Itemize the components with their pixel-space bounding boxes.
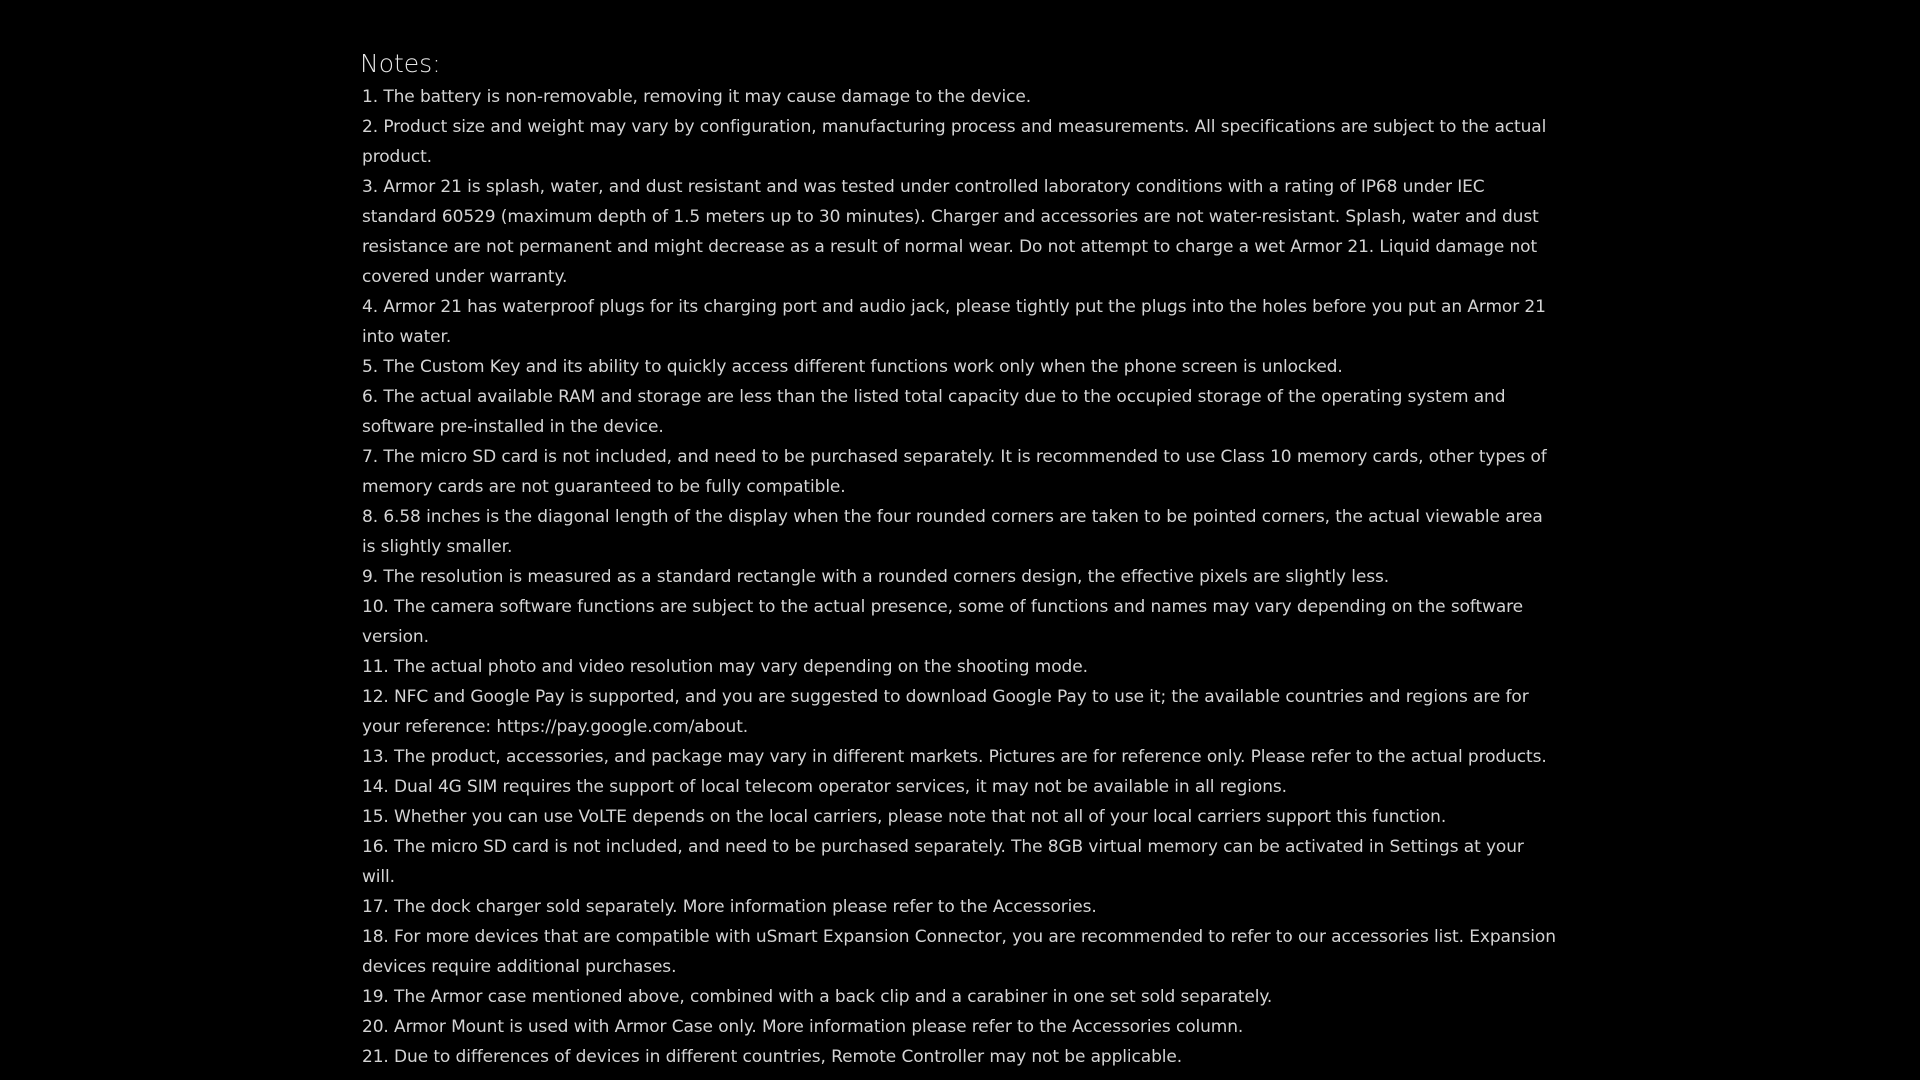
note-item-2: 2. Product size and weight may vary by configuration, manufacturing process and measurements. All specifications are subject to the actual product.	[362, 117, 1547, 167]
notes-title: Notes:	[360, 49, 441, 78]
note-item-17: 17. The dock charger sold separately. More information please refer to the Accessories.	[362, 897, 1097, 917]
note-item-5: 5. The Custom Key and its ability to quickly access different functions work only when the phone screen is unlocked.	[362, 357, 1343, 377]
note-item-1: 1. The battery is non-removable, removing it may cause damage to the device.	[362, 87, 1031, 107]
note-item-6: 6. The actual available RAM and storage are less than the listed total capacity due to the occupied storage of the operating system and software pre-installed in the device.	[362, 387, 1506, 437]
note-item-8: 8. 6.58 inches is the diagonal length of the display when the four rounded corners are taken to be pointed corners, the actual viewable area is slightly smaller.	[362, 507, 1543, 557]
note-item-3: 3. Armor 21 is splash, water, and dust resistant and was tested under controlled laboratory conditions with a rating of IP68 under IEC standard 60529 (maximum depth of 1.5 meters up to 30 minutes). Charger and accessories are not water-resistant. Splash, water and dust resistance are not permanent and might decrease as a result of normal wear. Do not attempt to charge a wet Armor 21. Liquid damage not covered under warranty.	[362, 177, 1539, 287]
note-item-18: 18. For more devices that are compatible with uSmart Expansion Connector, you are recommended to refer to our accessories list. Expansion devices require additional purchases.	[362, 927, 1556, 977]
note-item-12: 12. NFC and Google Pay is supported, and you are suggested to download Google Pay to use it; the available countries and regions are for your reference: https://pay.google.com/about.	[362, 687, 1529, 737]
note-item-9: 9. The resolution is measured as a standard rectangle with a rounded corners design, the effective pixels are slightly less.	[362, 567, 1390, 587]
note-item-7: 7. The micro SD card is not included, and need to be purchased separately. It is recommended to use Class 10 memory cards, other types of memory cards are not guaranteed to be fully compatible.	[362, 447, 1547, 497]
note-item-16: 16. The micro SD card is not included, and need to be purchased separately. The 8GB virtual memory can be activated in Settings at your will.	[362, 837, 1524, 887]
notes-list	[360, 82, 1560, 1072]
note-item-21: 21. Due to differences of devices in different countries, Remote Controller may not be applicable.	[362, 1047, 1183, 1067]
note-item-4: 4. Armor 21 has waterproof plugs for its charging port and audio jack, please tightly put the plugs into the holes before you put an Armor 21 into water.	[362, 297, 1546, 347]
note-item-11: 11. The actual photo and video resolution may vary depending on the shooting mode.	[362, 657, 1088, 677]
notes-section	[360, 44, 1560, 1072]
note-item-13: 13. The product, accessories, and package may vary in different markets. Pictures are for reference only. Please refer to the actual products.	[362, 747, 1547, 767]
note-item-19: 19. The Armor case mentioned above, combined with a back clip and a carabiner in one set sold separately.	[362, 987, 1273, 1007]
note-item-10: 10. The camera software functions are subject to the actual presence, some of functions and names may vary depending on the software version.	[362, 597, 1524, 647]
note-item-14: 14. Dual 4G SIM requires the support of local telecom operator services, it may not be available in all regions.	[362, 777, 1287, 797]
note-item-15: 15. Whether you can use VoLTE depends on the local carriers, please note that not all of your local carriers support this function.	[362, 807, 1447, 827]
note-item-20: 20. Armor Mount is used with Armor Case only. More information please refer to the Accessories column.	[362, 1017, 1244, 1037]
